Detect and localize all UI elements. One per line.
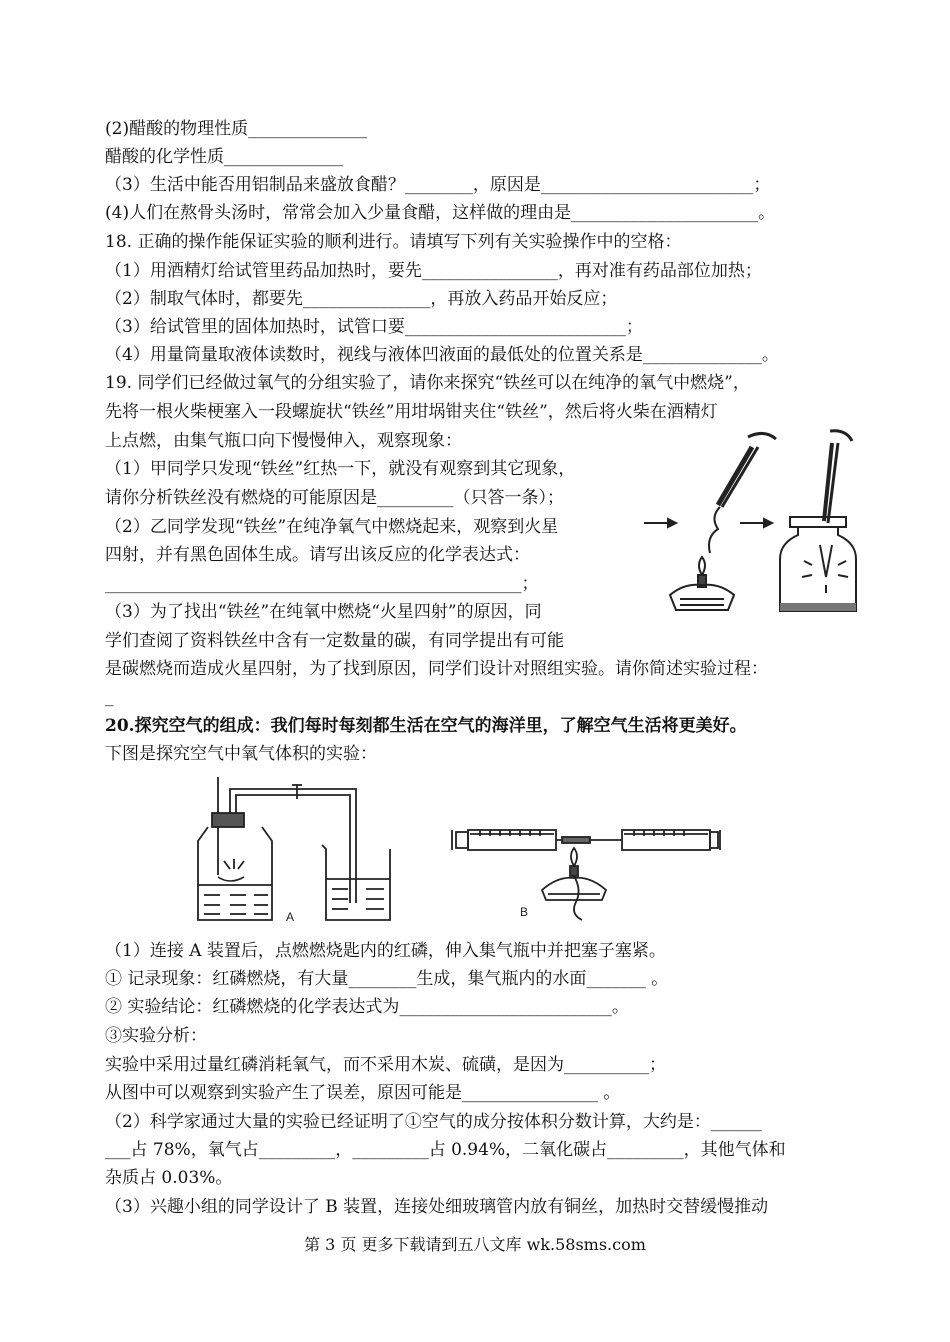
text-line: _ <box>105 687 114 707</box>
text-line: 请你分析铁丝没有燃烧的可能原因是_________（只答一条）； <box>105 488 564 508</box>
text-line: 下图是探究空气中氧气体积的实验： <box>105 744 377 764</box>
text-line: 上点燃，由集气瓶口向下慢慢伸入，观察现象： <box>105 431 462 451</box>
text-line: 是碳燃烧而造成火星四射，为了找到原因，同学们设计对照组实验。请你简述实验过程： <box>105 659 768 679</box>
text-line: 醋酸的化学性质______________ <box>105 147 343 167</box>
text-line: (4)人们在熬骨头汤时，常常会加入少量食醋，这样做的理由是______________________。 <box>105 203 776 223</box>
text-line: 四射，并有黑色固体生成。请写出该反应的化学表达式： <box>105 545 530 565</box>
text-line: （4）用量筒量取液体读数时，视线与液体凹液面的最低处的位置关系是______________。 <box>105 345 779 365</box>
apparatus-b-figure <box>450 820 725 925</box>
question-18-heading: 18. 正确的操作能保证实验的顺利进行。请填写下列有关实验操作中的空格： <box>105 232 682 252</box>
figure-label-a: A <box>286 910 295 924</box>
text-line: （1）连接 A 装置后，点燃燃烧匙内的红磷，伸入集气瓶中并把塞子塞紧。 <box>105 941 666 961</box>
text-line: （3）给试管里的固体加热时，试管口要__________________________； <box>105 317 643 337</box>
text-line: ③实验分析： <box>105 1026 207 1046</box>
question-20-heading: 20.探究空气的组成：我们每时每刻都生活在空气的海洋里，了解空气生活将更美好。 <box>105 716 747 736</box>
page-footer: 第 3 页 更多下载请到五八文库 wk.58sms.com <box>304 1235 646 1254</box>
apparatus-a-figure <box>190 775 410 925</box>
text-line: （3）为了找出“铁丝”在纯氧中燃烧“火星四射”的原因，同 <box>105 602 542 622</box>
figure-label-b: B <box>520 905 529 919</box>
text-line: 杂质占 0.03%。 <box>105 1168 233 1188</box>
text-line: （1）甲同学只发现“铁丝”红热一下，就没有观察到其它现象， <box>105 459 576 479</box>
text-line: ___占 78%，氧气占_________，_________占 0.94%，二氧化碳占_________，其他气体和 <box>105 1140 786 1160</box>
text-line: ① 记录现象：红磷燃烧，有大量________生成，集气瓶内的水面_______ 。 <box>105 969 669 989</box>
text-line: （2）乙同学发现“铁丝”在纯净氧气中燃烧起来，观察到火星 <box>105 517 559 537</box>
text-line: 先将一根火柴梗塞入一段螺旋状“铁丝”用坩埚钳夹住“铁丝”，然后将火柴在酒精灯 <box>105 402 718 422</box>
text-line: _________________________________________________； <box>105 574 539 594</box>
text-line: (2)醋酸的物理性质______________ <box>105 119 368 139</box>
text-line: 从图中可以观察到实验产生了误差，原因可能是________________ 。 <box>105 1083 621 1103</box>
text-line: （2）制取气体时，都要先_______________，再放入药品开始反应； <box>105 289 618 309</box>
text-line: （1）用酒精灯给试管里药品加热时，要先________________，再对准有药品部位加热； <box>105 261 762 281</box>
text-line: ② 实验结论：红磷燃烧的化学表达式为_________________________。 <box>105 997 629 1017</box>
text-line: （3）兴趣小组的同学设计了 B 装置，连接处细玻璃管内放有铜丝，加热时交替缓慢推动 <box>105 1197 769 1217</box>
text-line: （2）科学家通过大量的实验已经证明了①空气的成分按体积分数计算，大约是：______ <box>105 1112 762 1132</box>
question-19-heading: 19. 同学们已经做过氧气的分组实验了，请你来探究“铁丝可以在纯净的氧气中燃烧”， <box>105 373 750 393</box>
text-line: （3）生活中能否用铝制品来盛放食醋？________，原因是_________________________； <box>105 175 771 195</box>
text-line: 实验中采用过量红磷消耗氧气，而不采用木炭、硫磺，是因为__________； <box>105 1055 666 1075</box>
text-line: 学们查阅了资料铁丝中含有一定数量的碳，有同学提出有可能 <box>105 631 564 651</box>
iron-wire-burning-figure <box>640 425 860 620</box>
